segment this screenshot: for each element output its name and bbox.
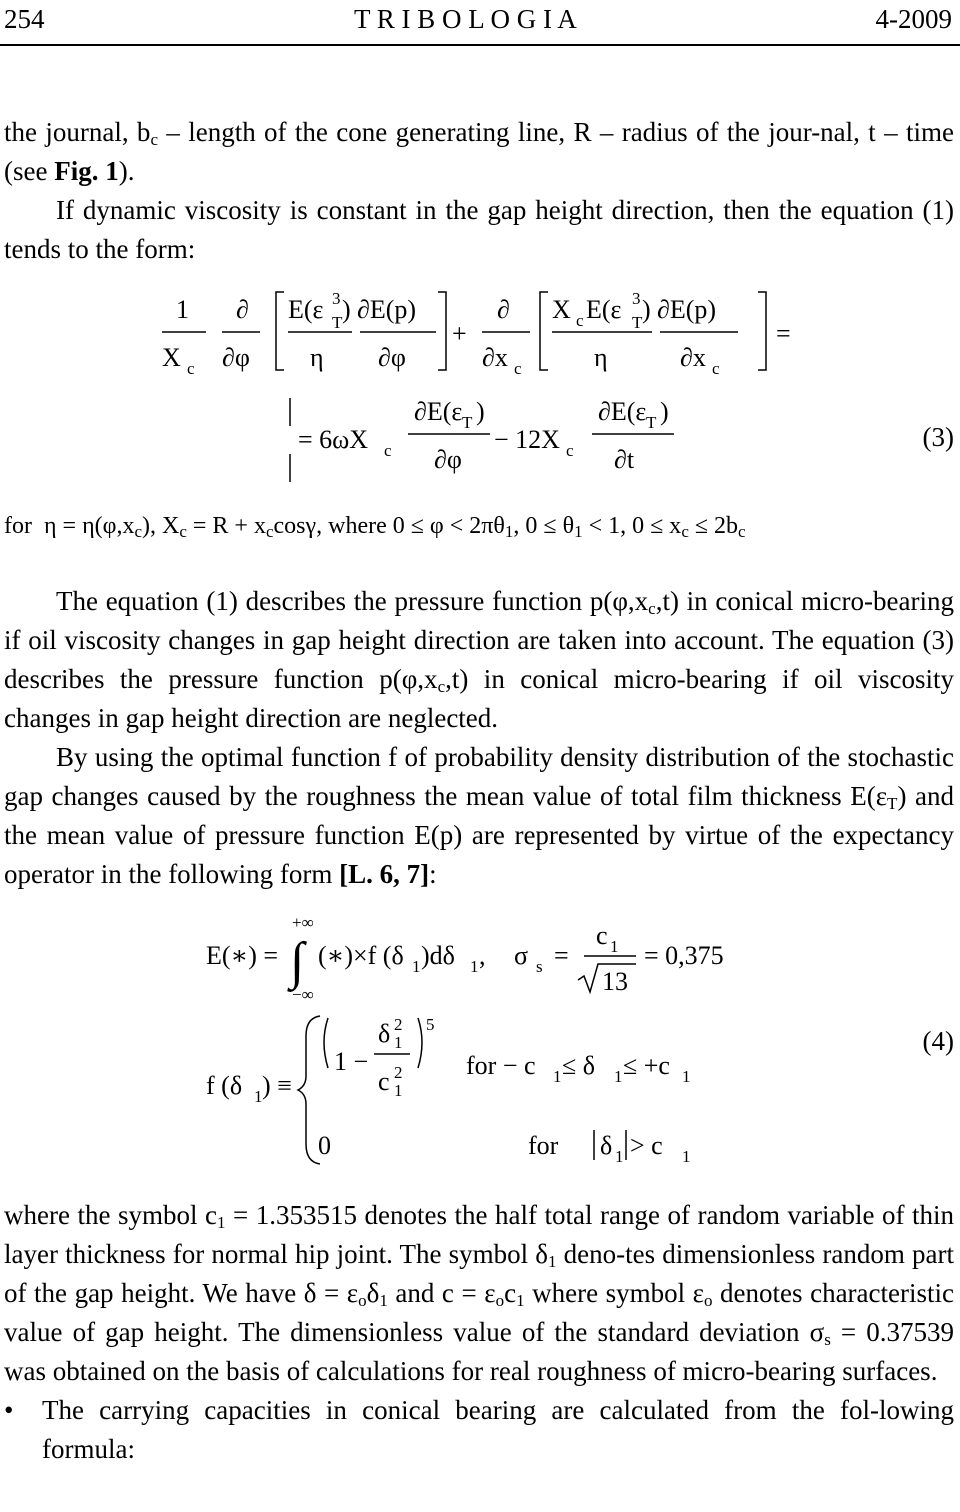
svg-text:for: for	[528, 1131, 559, 1160]
svg-text:1 −: 1 −	[334, 1047, 369, 1076]
svg-text:E(∗) =: E(∗) =	[206, 941, 279, 970]
svg-text:2: 2	[394, 1063, 403, 1082]
svg-text:∂E(p): ∂E(p)	[657, 295, 717, 324]
svg-text:∂E(ε: ∂E(ε	[598, 397, 647, 426]
svg-text:1: 1	[682, 1067, 691, 1086]
equation-4-svg	[0, 906, 960, 1182]
journal-title: T R I B O L O G I A	[354, 4, 577, 34]
svg-text:)dδ: )dδ	[421, 941, 455, 970]
eq3-bracket-right-1	[438, 292, 446, 370]
svg-text:∂E(p): ∂E(p)	[357, 295, 417, 324]
svg-text:∂φ: ∂φ	[378, 343, 406, 372]
svg-text:∂x: ∂x	[680, 343, 706, 372]
integral-sign: ∫	[290, 933, 305, 990]
bullet-item	[4, 1391, 954, 1469]
intro-text	[4, 113, 954, 269]
svg-text:): )	[342, 295, 351, 324]
body-text-1	[4, 582, 954, 894]
svg-text:1: 1	[254, 1087, 263, 1106]
svg-text:1: 1	[394, 1081, 403, 1100]
svg-text:): )	[476, 397, 485, 426]
svg-text:≤ +c: ≤ +c	[623, 1051, 670, 1080]
svg-text:≤ δ: ≤ δ	[562, 1051, 596, 1080]
svg-text:): )	[642, 295, 651, 324]
svg-text:δ: δ	[378, 1019, 391, 1048]
svg-text:c: c	[566, 441, 574, 460]
svg-text:c: c	[576, 311, 584, 330]
eq3-partial: ∂	[236, 295, 249, 324]
svg-text:) ≡: ) ≡	[262, 1071, 292, 1100]
svg-text:σ: σ	[514, 941, 529, 970]
issue-label: 4-2009	[875, 4, 952, 34]
equation-3	[0, 286, 960, 496]
svg-text:∂φ: ∂φ	[434, 445, 462, 474]
bullet-icon: •	[4, 1395, 14, 1425]
page-number: 254	[4, 4, 45, 34]
body-text-2	[4, 1196, 954, 1469]
svg-text:c: c	[712, 359, 720, 378]
equation-3-svg	[0, 286, 960, 496]
equation-3-number: (3)	[922, 422, 954, 452]
svg-text:c: c	[384, 441, 392, 460]
equation-4	[0, 906, 960, 1182]
svg-text:∂: ∂	[497, 295, 510, 324]
svg-text:− 12X: − 12X	[494, 425, 560, 454]
eq4-brace	[298, 1016, 320, 1164]
svg-text:s: s	[536, 957, 543, 976]
eq3-dphi: ∂φ	[222, 343, 250, 372]
eq3-plus: +	[452, 319, 467, 348]
paragraph-symbols: where the symbol $c_1 = 1.353515$ denotes the half total range of random variable of thin layer thickness for normal hip joint. The symbol $\delta_1$ deno-tes dimensionless random part of the gap height. We have $\delta = \varepsilon_o\delta_1$ and $c = \varepsilon_oc_1$ where symbol $\varepsilon_o$ denotes characteristic value of gap height. The dimensionless value of the standard deviation $\sigma_s = 0.37539$ was obtained on the basis of calculations for real roughness of micro-bearing surfaces.	[4, 1200, 955, 1386]
svg-text:for − c: for − c	[466, 1051, 536, 1080]
eq3-bracket-right-2	[758, 292, 766, 370]
paragraph-equation-description: The equation (1) describes the pressure function $p(\varphi,x_c,t)$ in conical micro-bearing if oil viscosity changes in gap height direction are taken into account. The equation (3) describes the pressure function $p(\varphi,x_c,t)$ in conical micro-bearing if oil viscosity changes in gap height direction are neglected.	[4, 586, 954, 733]
bullet-text: The carrying capacities in conical bearing are calculated from the fol-lowing formula:	[42, 1395, 954, 1464]
svg-text:): )	[660, 397, 669, 426]
page-header	[4, 4, 952, 44]
svg-text:1: 1	[682, 1147, 691, 1166]
svg-text:=: =	[554, 941, 569, 970]
svg-text:1: 1	[615, 1147, 624, 1166]
eq3-one: 1	[176, 295, 189, 324]
svg-text:= 0,375: = 0,375	[644, 941, 724, 970]
svg-text:X: X	[552, 295, 571, 324]
eq3-conditions: for $\eta = \eta(\varphi,x_c)$, $X_c = R + x_c\cos\gamma$, where $0 \le \varphi < 2\pi\theta_1$, $0 \le \theta_1 < 1$, $0 \le x_c \le 2b_c$	[4, 513, 746, 541]
svg-text:(∗)×f (δ: (∗)×f (δ	[318, 941, 404, 970]
svg-text:c: c	[596, 921, 608, 950]
svg-text:1: 1	[553, 1067, 562, 1086]
eq3-bracket-left-2	[540, 292, 548, 370]
svg-text:T: T	[462, 413, 473, 432]
svg-text:1: 1	[610, 937, 619, 956]
svg-text:f (δ: f (δ	[206, 1071, 243, 1100]
header-rule	[0, 44, 960, 46]
svg-text:1: 1	[614, 1067, 623, 1086]
svg-text:c: c	[187, 359, 195, 378]
svg-text:T: T	[646, 413, 657, 432]
svg-text:∂x: ∂x	[482, 343, 508, 372]
svg-text:E(ε: E(ε	[288, 295, 324, 324]
eq3-equals: =	[776, 319, 791, 348]
svg-text:c: c	[378, 1067, 390, 1096]
literature-ref: [L. 6, 7]	[339, 859, 430, 889]
svg-text:> c: > c	[630, 1131, 663, 1160]
svg-text:δ: δ	[600, 1131, 613, 1160]
svg-text:2: 2	[394, 1015, 403, 1034]
svg-text:,: ,	[479, 941, 486, 970]
svg-text:E(ε: E(ε	[586, 295, 622, 324]
svg-text:∂E(ε: ∂E(ε	[414, 397, 463, 426]
svg-text:3: 3	[632, 289, 641, 308]
svg-text:−∞: −∞	[292, 985, 314, 1004]
paragraph-journal: the journal, $b_c$ – length of the cone generating line, R – radius of the jour-nal, t – time (see Fig. 1).	[4, 117, 954, 186]
svg-text:5: 5	[426, 1015, 435, 1034]
svg-text:T: T	[632, 313, 643, 332]
svg-text:1: 1	[412, 957, 421, 976]
paragraph-optimal-function: By using the optimal function f of probability density distribution of the stochastic gap changes caused by the roughness the mean value of total film thickness $E(\varepsilon_T)$ and the mean value of pressure function E(p) are represented by virtue of the expectancy operator in the following form [L. 6, 7]:	[4, 742, 954, 889]
eq3-bracket-left-1	[276, 292, 284, 370]
svg-text:+∞: +∞	[292, 913, 314, 932]
svg-text:1: 1	[470, 957, 479, 976]
svg-text:∂t: ∂t	[614, 445, 635, 474]
svg-text:T: T	[332, 313, 343, 332]
svg-text:0: 0	[318, 1131, 331, 1160]
svg-text:η: η	[594, 343, 608, 372]
figure-ref: Fig. 1	[54, 156, 119, 186]
equation-4-number: (4)	[922, 1026, 954, 1056]
svg-text:= 6ωX: = 6ωX	[298, 425, 369, 454]
eq3-eta: η	[310, 343, 324, 372]
svg-text:c: c	[514, 359, 522, 378]
eq3-Xc: X	[162, 343, 181, 372]
paragraph-viscosity: If dynamic viscosity is constant in the gap height direction, then the equation (1) tends to the form:	[4, 195, 954, 264]
svg-text:1: 1	[394, 1033, 403, 1052]
svg-text:3: 3	[332, 289, 341, 308]
svg-text:13: 13	[602, 967, 628, 996]
